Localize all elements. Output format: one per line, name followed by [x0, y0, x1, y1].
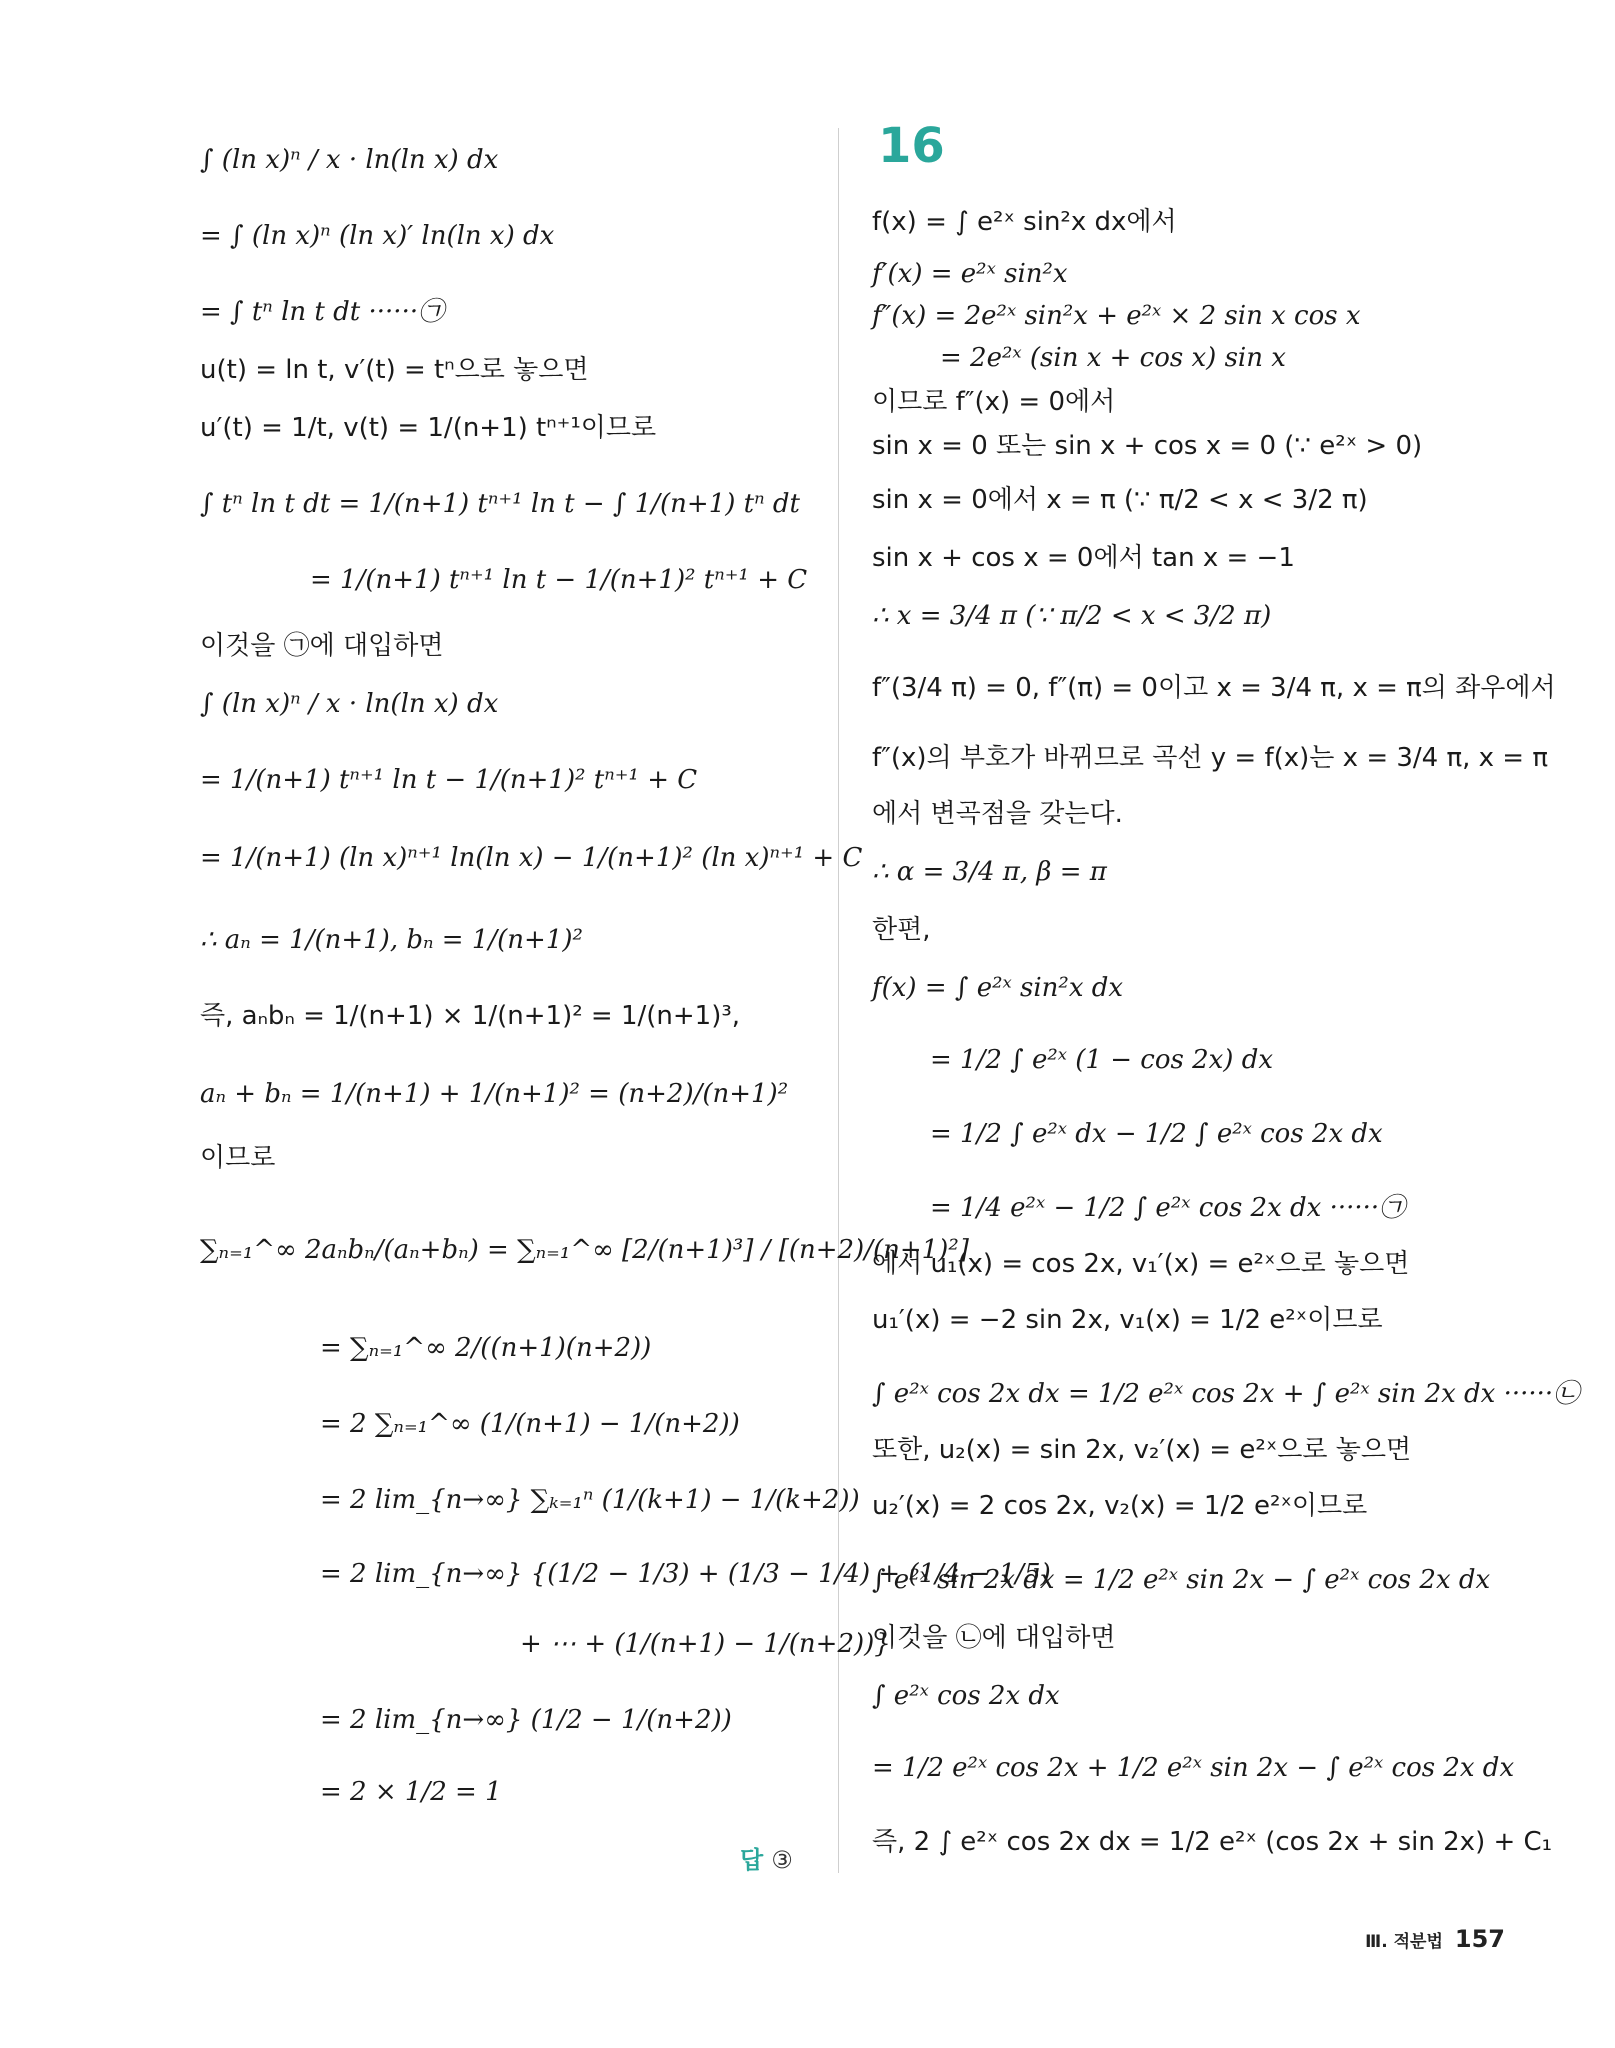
left-line-18: = 2 ∑ₙ₌₁^∞ (1/(n+1) − 1/(n+2)): [320, 1409, 740, 1439]
right-line-28: 즉, 2 ∫ e²ˣ cos 2x dx = 1/2 e²ˣ (cos 2x + sin 2x) + C₁: [872, 1827, 1553, 1857]
right-line-20: u₁′(x) = −2 sin 2x, v₁(x) = 1/2 e²ˣ이므로: [872, 1305, 1383, 1335]
left-line-8: 이것을 ㉠에 대입하면: [200, 631, 444, 661]
left-line-14: aₙ + bₙ = 1/(n+1) + 1/(n+1)² = (n+2)/(n+1)²: [200, 1079, 789, 1109]
right-line-8: sin x + cos x = 0에서 tan x = −1: [872, 543, 1295, 573]
left-line-21: + ⋯ + (1/(n+1) − 1/(n+2))}: [520, 1629, 891, 1659]
right-line-1: f(x) = ∫ e²ˣ sin²x dx에서: [872, 207, 1177, 237]
left-line-15: 이므로: [200, 1143, 276, 1173]
page-footer: [1365, 1925, 1505, 1953]
column-divider: [838, 128, 839, 1873]
left-line-16: ∑ₙ₌₁^∞ 2aₙbₙ/(aₙ+bₙ) = ∑ₙ₌₁^∞ [2/(n+1)³] / [(n+2)/(n+1)²]: [200, 1235, 969, 1265]
left-line-12: ∴ aₙ = 1/(n+1), bₙ = 1/(n+1)²: [200, 925, 583, 955]
left-line-4: u(t) = ln t, v′(t) = tⁿ으로 놓으면: [200, 355, 589, 385]
right-line-26: ∫ e²ˣ cos 2x dx: [872, 1681, 1060, 1711]
left-line-19: = 2 lim_{n→∞} ∑ₖ₌₁ⁿ (1/(k+1) − 1/(k+2)): [320, 1485, 860, 1515]
left-line-20: = 2 lim_{n→∞} {(1/2 − 1/3) + (1/3 − 1/4) + (1/4 − 1/5): [320, 1559, 1051, 1589]
left-line-2: = ∫ (ln x)ⁿ (ln x)′ ln(ln x) dx: [200, 221, 555, 251]
left-line-23: = 2 × 1/2 = 1: [320, 1777, 502, 1807]
right-line-24: ∫ e²ˣ sin 2x dx = 1/2 e²ˣ sin 2x − ∫ e²ˣ cos 2x dx: [872, 1565, 1491, 1595]
right-line-3: f″(x) = 2e²ˣ sin²x + e²ˣ × 2 sin x cos x: [872, 301, 1361, 331]
right-line-17: = 1/2 ∫ e²ˣ dx − 1/2 ∫ e²ˣ cos 2x dx: [930, 1119, 1383, 1149]
left-line-13: 즉, aₙbₙ = 1/(n+1) × 1/(n+1)² = 1/(n+1)³,: [200, 1001, 741, 1031]
right-line-14: 한편,: [872, 915, 931, 945]
answer-value: ③: [771, 1846, 793, 1874]
left-line-5: u′(t) = 1/t, v(t) = 1/(n+1) tⁿ⁺¹이므로: [200, 413, 657, 443]
right-line-18: = 1/4 e²ˣ − 1/2 ∫ e²ˣ cos 2x dx ······㉠: [930, 1193, 1406, 1223]
right-line-21: ∫ e²ˣ cos 2x dx = 1/2 e²ˣ cos 2x + ∫ e²ˣ sin 2x dx ······㉡: [872, 1379, 1580, 1409]
right-line-25: 이것을 ㉡에 대입하면: [872, 1623, 1116, 1653]
left-line-9: ∫ (ln x)ⁿ / x · ln(ln x) dx: [200, 689, 499, 719]
right-line-9: ∴ x = 3/4 π (∵ π/2 < x < 3/2 π): [872, 601, 1272, 631]
right-line-22: 또한, u₂(x) = sin 2x, v₂′(x) = e²ˣ으로 놓으면: [872, 1435, 1412, 1465]
left-line-1: ∫ (ln x)ⁿ / x · ln(ln x) dx: [200, 145, 499, 175]
left-line-17: = ∑ₙ₌₁^∞ 2/((n+1)(n+2)): [320, 1333, 652, 1363]
right-line-7: sin x = 0에서 x = π (∵ π/2 < x < 3/2 π): [872, 485, 1368, 515]
section-title: Ⅲ. 적분법: [1365, 1932, 1443, 1952]
answer-badge: [740, 1840, 793, 1875]
right-line-27: = 1/2 e²ˣ cos 2x + 1/2 e²ˣ sin 2x − ∫ e²ˣ cos 2x dx: [872, 1753, 1515, 1783]
right-line-15: f(x) = ∫ e²ˣ sin²x dx: [872, 973, 1124, 1003]
page-number: 157: [1454, 1925, 1505, 1953]
left-line-7: = 1/(n+1) tⁿ⁺¹ ln t − 1/(n+1)² tⁿ⁺¹ + C: [310, 565, 808, 595]
left-line-11: = 1/(n+1) (ln x)ⁿ⁺¹ ln(ln x) − 1/(n+1)² (ln x)ⁿ⁺¹ + C: [200, 843, 863, 873]
right-line-6: sin x = 0 또는 sin x + cos x = 0 (∵ e²ˣ > 0): [872, 431, 1423, 461]
right-line-4: = 2e²ˣ (sin x + cos x) sin x: [940, 343, 1286, 373]
left-line-10: = 1/(n+1) tⁿ⁺¹ ln t − 1/(n+1)² tⁿ⁺¹ + C: [200, 765, 698, 795]
right-line-5: 이므로 f″(x) = 0에서: [872, 387, 1116, 417]
answer-label: 답: [740, 1846, 764, 1874]
problem-number: 16: [878, 118, 945, 174]
left-line-3: = ∫ tⁿ ln t dt ······㉠: [200, 297, 445, 327]
right-line-19: 에서 u₁(x) = cos 2x, v₁′(x) = e²ˣ으로 놓으면: [872, 1249, 1410, 1279]
right-line-10: f″(3/4 π) = 0, f″(π) = 0이고 x = 3/4 π, x = π의 좌우에서: [872, 673, 1556, 703]
left-line-6: ∫ tⁿ ln t dt = 1/(n+1) tⁿ⁺¹ ln t − ∫ 1/(n+1) tⁿ dt: [200, 489, 800, 519]
right-line-23: u₂′(x) = 2 cos 2x, v₂(x) = 1/2 e²ˣ이므로: [872, 1491, 1368, 1521]
left-line-22: = 2 lim_{n→∞} (1/2 − 1/(n+2)): [320, 1705, 732, 1735]
right-line-11: f″(x)의 부호가 바뀌므로 곡선 y = f(x)는 x = 3/4 π, x = π: [872, 743, 1549, 773]
right-line-12: 에서 변곡점을 갖는다.: [872, 799, 1123, 829]
right-line-16: = 1/2 ∫ e²ˣ (1 − cos 2x) dx: [930, 1045, 1274, 1075]
right-line-2: f′(x) = e²ˣ sin²x: [872, 259, 1068, 289]
right-line-13: ∴ α = 3/4 π, β = π: [872, 857, 1107, 887]
